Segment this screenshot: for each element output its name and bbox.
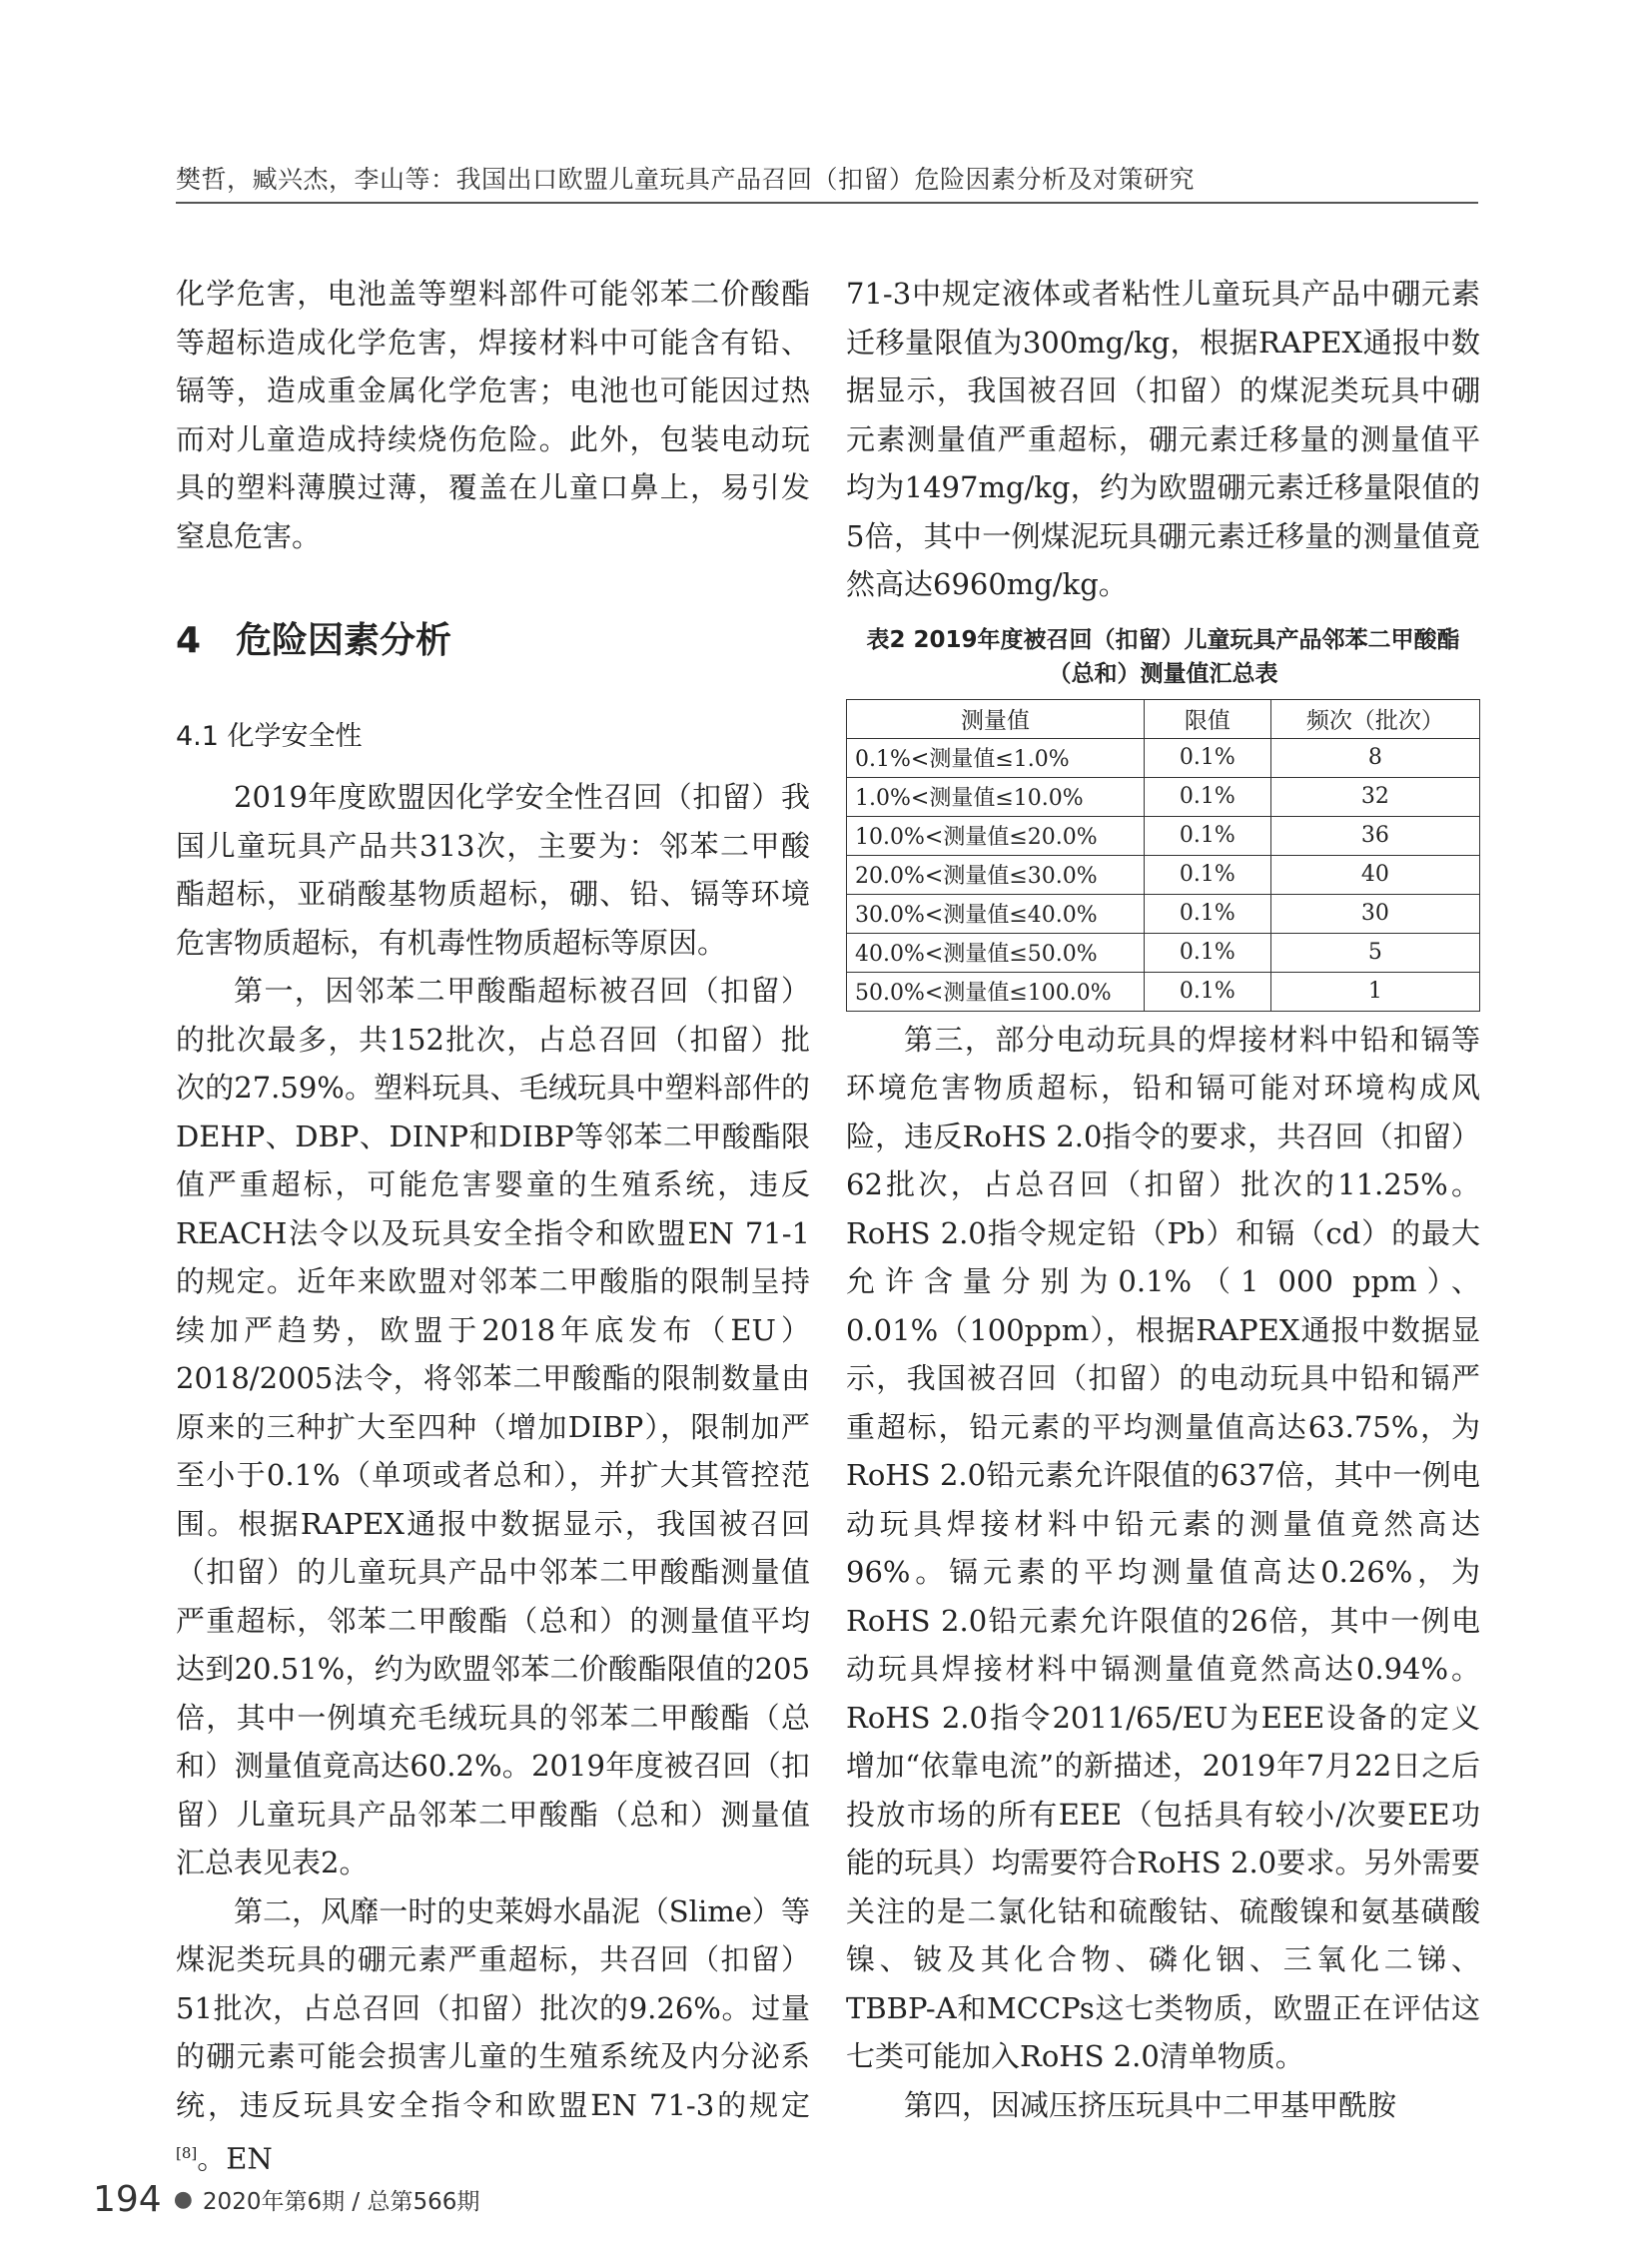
table-cell: 30.0%<测量值≤40.0%	[847, 894, 1145, 933]
table-cell: 0.1%	[1144, 777, 1270, 816]
header-cell: 限值	[1144, 699, 1270, 738]
paragraph: 第一，因邻苯二甲酸酯超标被召回（扣留）的批次最多，共152批次，占总召回（扣留）批次的27.59%。塑料玩具、毛绒玩具中塑料部件的DEHP、DBP、DINP和DIBP等邻苯二甲酸酯限值严重超标，可能危害婴童的生殖系统，违反REACH法令以及玩具安全指令和欧盟EN 71-1的规定。近年来欧盟对邻苯二甲酸脂的限制呈持续加严趋势，欧盟于2018年底发布（EU）2018/2005法令，将邻苯二甲酸酯的限制数量由原来的三种扩大至四种（增加DIBP），限制加严至小于0.1%（单项或者总和），并扩大其管控范围。根据RAPEX通报中数据显示，我国被召回（扣留）的儿童玩具产品中邻苯二甲酸酯测量值严重超标，邻苯二甲酸酯（总和）的测量值平均达到20.51%，约为欧盟邻苯二价酸酯限值的205倍，其中一例填充毛绒玩具的邻苯二甲酸酯（总和）测量值竟高达60.2%。2019年度被召回（扣留）儿童玩具产品邻苯二甲酸酯（总和）测量值汇总表见表2。	[176, 974, 810, 1879]
subsection-heading: 4.1 化学安全性	[176, 721, 363, 752]
table-cell: 20.0%<测量值≤30.0%	[847, 855, 1145, 894]
table-cell: 0.1%	[1144, 894, 1270, 933]
table-row	[847, 972, 1480, 1011]
paragraph: 第四，因减压挤压玩具中二甲基甲酰胺	[904, 2087, 1397, 2122]
table-row	[847, 777, 1480, 816]
table-cell: 0.1%	[1144, 855, 1270, 894]
header-cell: 测量值	[847, 699, 1145, 738]
table-caption-line: 表2 2019年度被召回（扣留）儿童玩具产品邻苯二甲酸酯	[866, 626, 1460, 653]
table-cell: 5	[1270, 933, 1479, 972]
table-cell: 40.0%<测量值≤50.0%	[847, 933, 1145, 972]
table-cell: 36	[1270, 816, 1479, 855]
data-table	[846, 699, 1480, 1012]
table-caption-line: （总和）测量值汇总表	[1048, 660, 1278, 687]
table-cell: 8	[1270, 738, 1479, 777]
bullet-dot-icon: ●	[173, 2187, 193, 2212]
running-header: 樊哲，臧兴杰，李山等：我国出口欧盟儿童玩具产品召回（扣留）危险因素分析及对策研究	[176, 165, 1196, 194]
table-cell: 32	[1270, 777, 1479, 816]
table-cell: 0.1%	[1144, 738, 1270, 777]
paragraph: 71-3中规定液体或者粘性儿童玩具产品中硼元素迁移量限值为300mg/kg，根据RAPEX通报中数据显示，我国被召回（扣留）的煤泥类玩具中硼元素测量值严重超标，硼元素迁移量的测量值平均为1497mg/kg，约为欧盟硼元素迁移量限值的5倍，其中一例煤泥玩具硼元素迁移量的测量值竟然高达6960mg/kg。	[846, 277, 1480, 601]
section-title: 危险因素分析	[236, 620, 452, 661]
page-footer	[93, 2179, 479, 2220]
table-row	[847, 855, 1480, 894]
paragraph: 第三，部分电动玩具的焊接材料中铅和镉等环境危害物质超标，铅和镉可能对环境构成风险，违反RoHS 2.0指令的要求，共召回（扣留）62批次，占总召回（扣留）批次的11.25%。RoHS 2.0指令规定铅（Pb）和镉（cd）的最大允许含量分别为0.1%（1 000 ppm）、0.01%（100ppm），根据RAPEX通报中数据显示，我国被召回（扣留）的电动玩具中铅和镉严重超标，铅元素的平均测量值高达63.75%，为RoHS 2.0铅元素允许限值的637倍，其中一例电动玩具焊接材料中铅元素的测量值竟然高达96%。镉元素的平均测量值高达0.26%，为RoHS 2.0铅元素允许限值的26倍，其中一例电动玩具焊接材料中镉测量值竟然高达0.94%。RoHS 2.0指令2011/65/EU为EEE设备的定义增加“依靠电流”的新描述，2019年7月22日之后投放市场的所有EEE（包括具有较小/次要EE功能的玩具）均需要符合RoHS 2.0要求。另外需要关注的是二氯化钴和硫酸钴、硫酸镍和氨基磺酸镍、铍及其化合物、磷化铟、三氧化二锑、TBBP-A和MCCPs这七类物质，欧盟正在评估这七类可能加入RoHS 2.0清单物质。	[846, 1022, 1480, 2073]
table-cell: 0.1%<测量值≤1.0%	[847, 738, 1145, 777]
page-number: 194	[93, 2179, 162, 2220]
section-number: 4	[176, 620, 202, 661]
table-row	[847, 894, 1480, 933]
table-row	[847, 816, 1480, 855]
table-cell: 0.1%	[1144, 972, 1270, 1011]
table-cell: 1	[1270, 972, 1479, 1011]
table-caption	[846, 623, 1480, 691]
citation-ref[interactable]: [8]	[176, 2144, 198, 2162]
right-column	[846, 270, 1480, 2129]
paragraph-text: 第二，风靡一时的史莱姆水晶泥（Slime）等煤泥类玩具的硼元素严重超标，共召回（扣留）51批次，占总召回（扣留）批次的9.26%。过量的硼元素可能会损害儿童的生殖系统及内分泌系统，违反玩具安全指令和欧盟EN 71-3的规定	[176, 1893, 810, 2122]
table-row	[847, 738, 1480, 777]
table-cell: 0.1%	[1144, 933, 1270, 972]
table-cell: 1.0%<测量值≤10.0%	[847, 777, 1145, 816]
section-heading	[176, 612, 810, 663]
issue-info: 2020年第6期 / 总第566期	[202, 2189, 480, 2215]
left-column	[176, 270, 810, 2183]
paragraph: 化学危害，电池盖等塑料部件可能邻苯二价酸酯等超标造成化学危害，焊接材料中可能含有铅、镉等，造成重金属化学危害；电池也可能因过热而对儿童造成持续烧伤危险。此外，包装电动玩具的塑料薄膜过薄，覆盖在儿童口鼻上，易引发窒息危害。	[176, 277, 810, 553]
paragraph: 2019年度欧盟因化学安全性召回（扣留）我国儿童玩具产品共313次，主要为：邻苯二甲酸酯超标，亚硝酸基物质超标，硼、铅、镉等环境危害物质超标，有机毒性物质超标等原因。	[176, 780, 810, 960]
header-rule	[176, 202, 1478, 204]
table-cell: 50.0%<测量值≤100.0%	[847, 972, 1145, 1011]
table-header-row	[847, 699, 1480, 738]
table-cell: 40	[1270, 855, 1479, 894]
table-cell: 10.0%<测量值≤20.0%	[847, 816, 1145, 855]
table-cell: 30	[1270, 894, 1479, 933]
header-cell: 频次（批次）	[1270, 699, 1479, 738]
paragraph-tail: 。EN	[197, 2141, 273, 2176]
paragraph	[176, 1887, 810, 2184]
table-cell: 0.1%	[1144, 816, 1270, 855]
table-row	[847, 933, 1480, 972]
